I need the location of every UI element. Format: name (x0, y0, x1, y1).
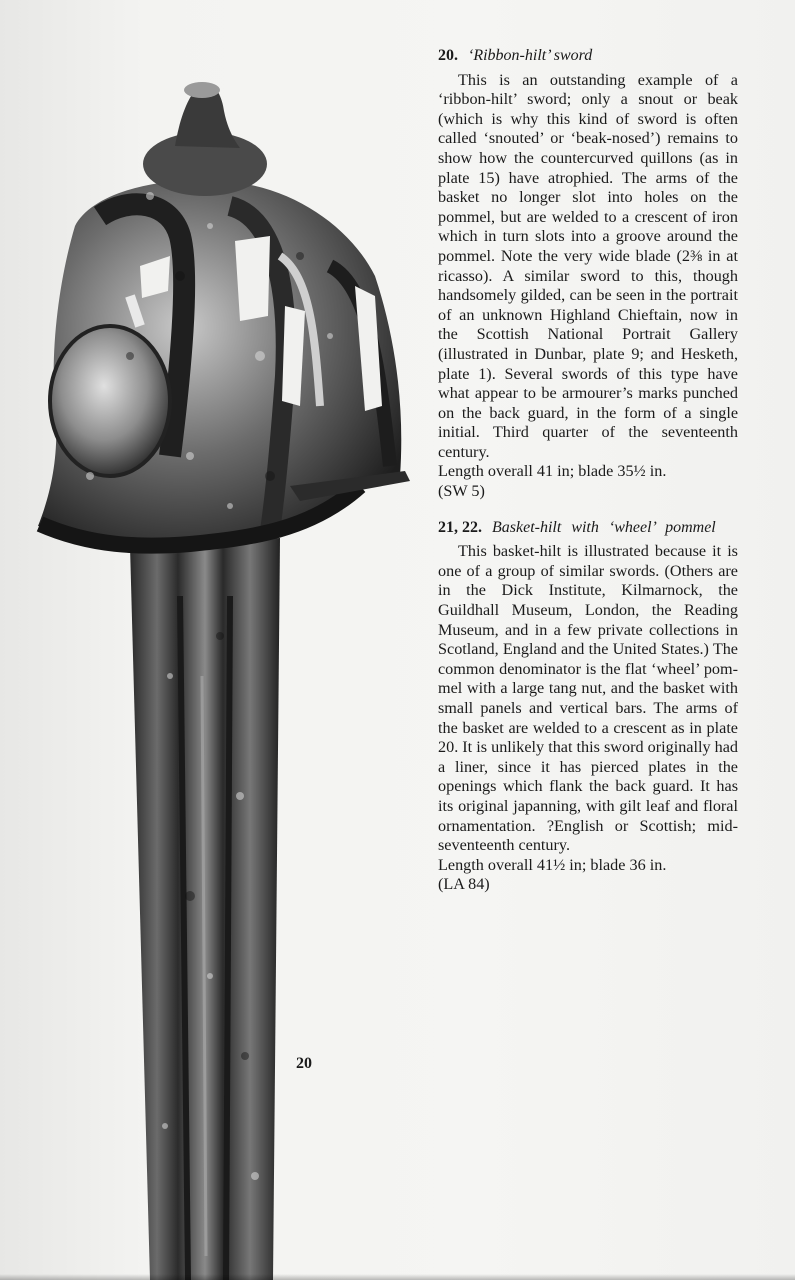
entry-title: Basket-hilt with ‘wheel’ pommel (492, 518, 716, 536)
plate-number: 20 (296, 1055, 312, 1072)
entry-reference: (LA 84) (438, 875, 490, 894)
catalogue-text-column (438, 46, 738, 895)
entry-length: Length overall 41 in; blade 35½ in. (438, 462, 667, 481)
entry-length: Length overall 41½ in; blade 36 in. (438, 855, 667, 874)
entry-reference: (SW 5) (438, 482, 485, 501)
entry-heading (438, 46, 738, 66)
entry-number: 20. (438, 47, 458, 64)
catalogue-entry-21-22 (438, 518, 738, 895)
entry-title: ‘Ribbon-hilt’ sword (468, 47, 593, 64)
entry-number: 21, 22. (438, 518, 482, 536)
page-edge-shadow (0, 1274, 795, 1280)
catalogue-entry-20 (438, 46, 738, 502)
entry-description: This is an outstanding example of a ‘ribbon-hilt’ sword; only a snout or beak (which is why this kind of sword is often called ‘snouted’ or ‘beak-nosed’) remains to show how the countercurved quillons (as in plate 15) have atrophied. The arms of the basket no longer slot into holes on the pommel, but are welded to a crescent of iron which in turn slots into a groove around the pommel. Note the very wide blade (2⅜ in at ricasso). A similar sword to this, though handsomely gilded, can be seen in the portrait of an unknown Highland Chieftain, now in the Scottish National Portrait Gallery (illustrated in Dunbar, plate 9; and Hesketh, plate 1). Several swords of this type have what appear to be armourer’s marks punched on the back guard, in the form of a single initial. Third quarter of the seventeenth century. (438, 70, 738, 461)
sword-hilt-photograph (30, 76, 420, 1280)
entry-description: This basket-hilt is illustrated because it is one of a group of similar swords. (Others are in the Dick Institute, Kilmarnock, the Guildhall Museum, London, the Reading Museum, and in a few private collections in Scotland, England and the United States.) The common denominator is the flat ‘wheel’ pommel with a large tang nut, and the basket with small panels and vertical bars. The arms of the basket are welded to a crescent as in plate 20. It is unlikely that this sword originally had a liner, since it has pierced plates in the openings which flank the back guard. It has its original japanning, with gilt leaf and floral ornamentation. ?English or Scottish; mid-seventeenth century. (438, 542, 738, 855)
entry-heading (438, 518, 738, 538)
